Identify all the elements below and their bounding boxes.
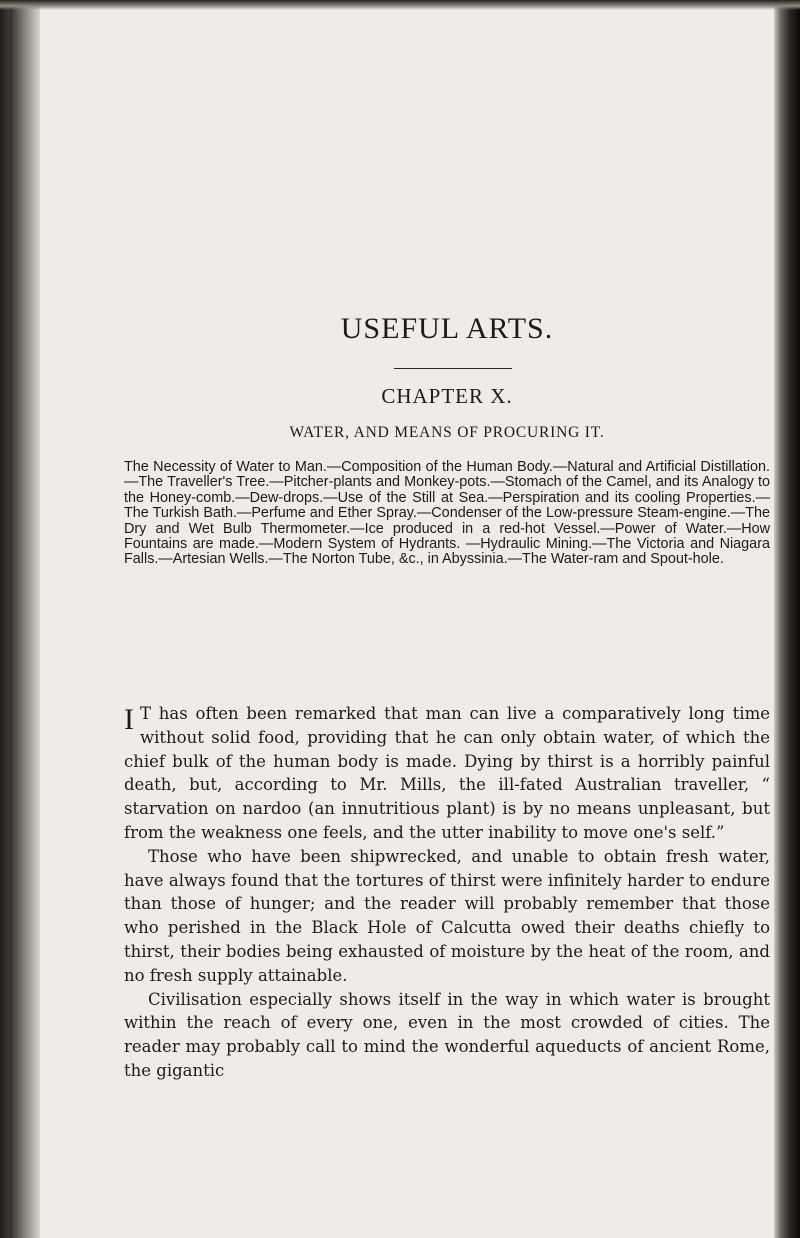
drop-cap: I <box>124 703 134 736</box>
page-edge-top <box>0 0 800 10</box>
body-text <box>124 702 770 1083</box>
page-edge-right <box>774 0 800 1238</box>
chapter-heading: CHAPTER X. <box>381 384 513 408</box>
running-title: USEFUL ARTS. <box>340 312 554 345</box>
chapter-subtitle: WATER, AND MEANS OF PROCURING IT. <box>289 424 605 441</box>
paragraph-1 <box>124 702 770 845</box>
paragraph-2: Those who have been shipwrecked, and unable to obtain fresh water, have always found that the tortures of thirst were infinitely harder to endure than those of hunger; and the reader will probably remember that those who perished in the Black Hole of Calcutta owed their deaths chiefly to thirst, their bodies being exhausted of moisture by the heat of the room, and no fresh supply attainable. <box>124 846 770 985</box>
paragraph-1-text: T has often been remarked that man can live a comparatively long time without solid food, providing that he can only obtain water, of which the chief bulk of the human body is made. Dying by thirst is a horribly painful death, but, according to Mr. Mills, the ill-fated Australian traveller, “ starvation on nardoo (an innutritious plant) is by no means unpleasant, but from the weakness one feels, and the utter inability to move one's self.” <box>124 704 770 842</box>
paragraph-3: Civilisation especially shows itself in the way in which water is brought within the reach of every one, even in the most crowded of cities. The reader may probably call to mind the wonderful aqueducts of ancient Rome, the gigantic <box>124 989 770 1080</box>
binding-edge-left <box>0 0 40 1238</box>
title-divider <box>394 368 512 369</box>
chapter-synopsis: The Necessity of Water to Man.—Composition of the Human Body.—Natural and Artificial Distillation.—The Traveller's Tree.—Pitcher-plants and Monkey-pots.—Stomach of the Camel, and its Analogy to the Honey-comb.—Dew-drops.—Use of the Still at Sea.—Perspiration and its cooling Properties.—The Turkish Bath.—Perfume and Ether Spray.—Condenser of the Low-pressure Steam-engine.—The Dry and Wet Bulb Thermometer.—Ice produced in a red-hot Vessel.—Power of Water.—How Fountains are made.—Modern System of Hydrants. —Hydraulic Mining.—The Victoria and Niagara Falls.—Artesian Wells.—The Norton Tube, &c., in Abyssinia.—The Water-ram and Spout-hole. <box>124 459 770 568</box>
